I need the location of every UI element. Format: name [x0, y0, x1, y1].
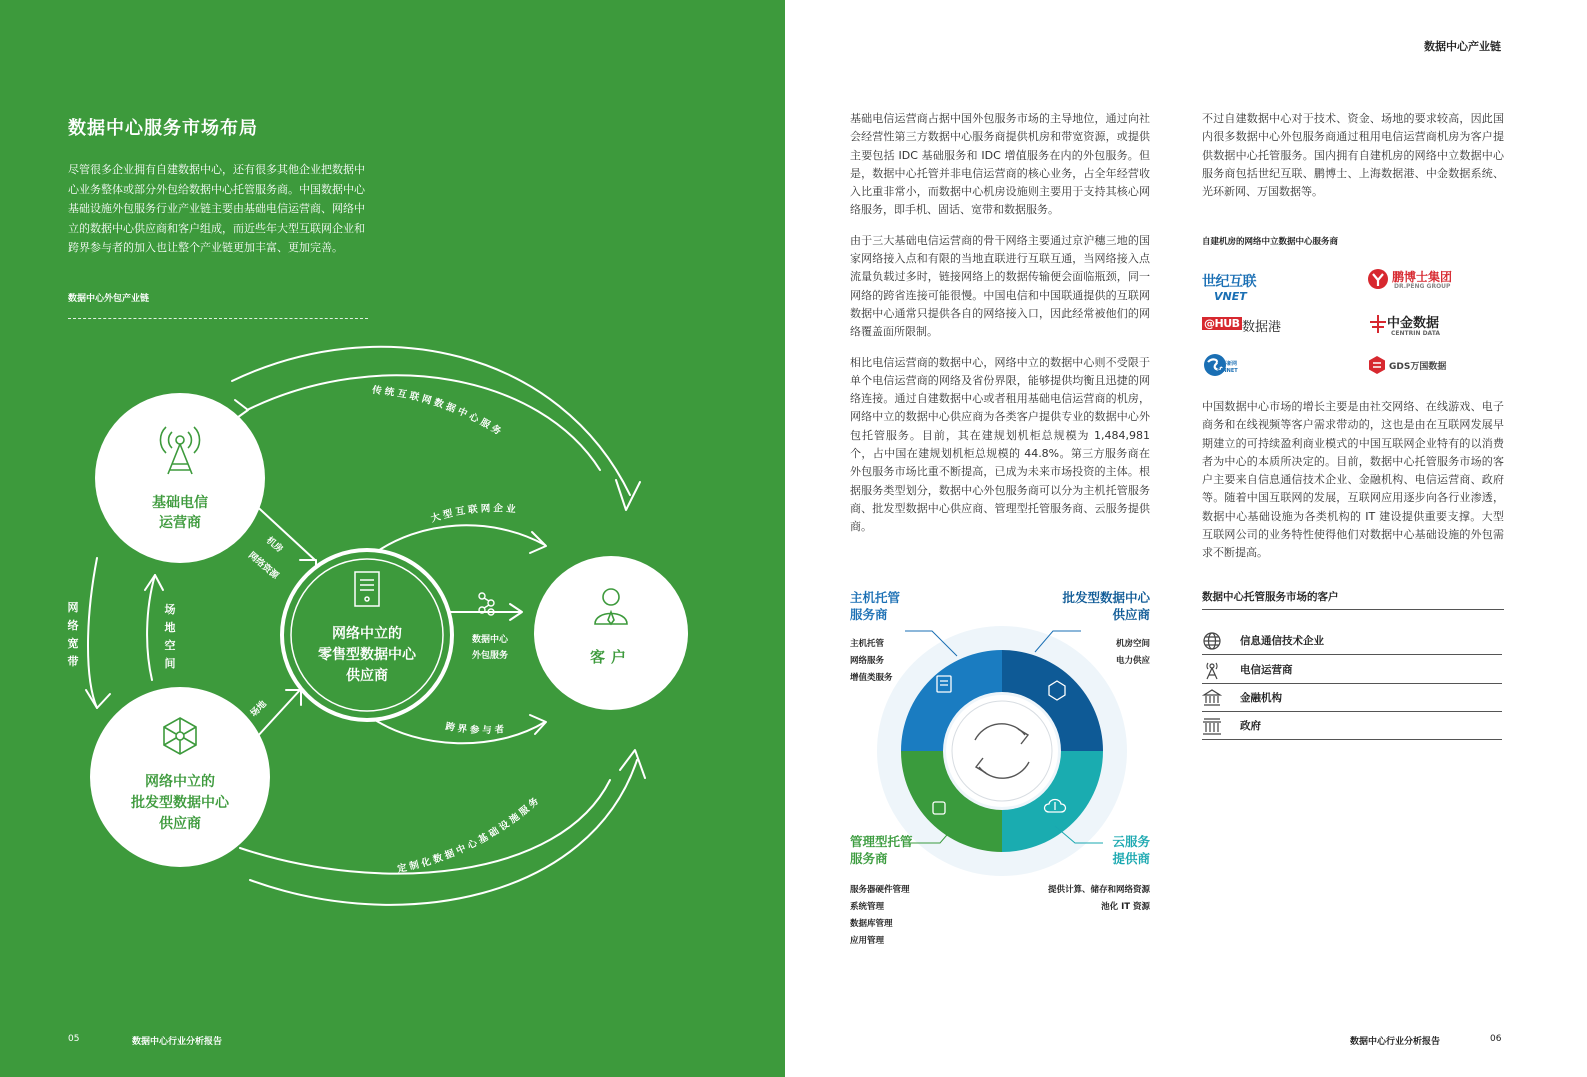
retail-label-3: 供应商	[346, 668, 388, 684]
right-page	[785, 0, 1587, 1077]
arc-cross-label: 跨界参与者	[444, 721, 508, 737]
conn-telecom-retail	[250, 500, 315, 560]
section-title: 数据中心服务市场布局	[68, 118, 258, 139]
drpeng-mark-icon	[1367, 268, 1389, 290]
paragraph: 由于三大基础电信运营商的骨干网络主要通过京沪穗三地的国家网络接入点和有限的当地直联进行互联互通，当网络接入点流量负载过多时，链接网络上的数据传输便会面临瓶颈，同一网络的跨省连接可能很慢。中国电信和中国联通提供的互联网数据中心通常只提供各自的网络接入口，因此经常被他们的网络覆盖面所限制。	[850, 233, 1150, 339]
arrowhead-left	[86, 690, 110, 708]
left-page	[0, 0, 785, 1077]
quadrant-cloud-title: 云服务 提供商	[1112, 834, 1150, 866]
arc-internet	[372, 525, 545, 555]
bank-icon	[1202, 688, 1222, 708]
arc-top-outer	[232, 347, 630, 495]
arc-left-inner	[147, 575, 155, 680]
outsource-label-2: 外包服务	[471, 651, 509, 661]
customer-row	[1202, 656, 1502, 684]
site-space-char-2: 地	[164, 621, 176, 634]
quadrant-wholesale-items: 机房空间 电力供应	[1115, 639, 1150, 666]
gds-mark-icon	[1367, 355, 1387, 375]
left-footer-title: 数据中心行业分析报告	[132, 1037, 223, 1047]
sinnet-logo: 光环新网 SINNET	[1202, 352, 1262, 378]
globe-icon	[1202, 631, 1222, 651]
customer-label: 客户	[589, 648, 633, 666]
paragraph: 不过自建数据中心对于技术、资金、场地的要求较高，因此国内很多数据中心外包服务商通过租用电信运营商机房为客户提供数据中心托管服务。国内拥有自建机房的网络中立数据中心服务商包括世纪互联、鹏博士、上海数据港、中金数据系统、光环新网、万国数据等。	[1202, 112, 1504, 199]
drpeng-logo: 鹏博士集团 DR.PENG GROUP	[1367, 268, 1487, 294]
bandwidth-char-4: 带	[67, 655, 79, 668]
logos-label: 自建机房的网络中立数据中心服务商	[1202, 237, 1339, 247]
paragraph: 中国数据中心市场的增长主要是由社交网络、在线游戏、电子商务和在线视频等客户需求带动的，这也是由在互联网发展早期建立的可持续盈利商业模式的中国互联网企业特有的以消费者为中心的本质所决定的。目前，数据中心托管服务市场的客户主要来自信息通信技术企业、金融机构、电信运营商、政府等。随着中国互联网的发展，互联网应用逐步向各行业渗透，数据中心基础设施为各类机构的 IT 建设提供重要支撑。大型互联网公司的业务特性使得他们对数据中心基础设施的外包需求不断提高。	[1202, 400, 1504, 560]
telecom-label-2: 运营商	[159, 515, 201, 531]
quadrant-managed-title: 管理型托管 服务商	[850, 834, 913, 866]
arc-bottom-label: 定制化数据中心基础设施服务	[396, 793, 544, 876]
customer-label: 信息通信技术企业	[1240, 635, 1324, 647]
wholesale-label-1: 网络中立的	[145, 774, 215, 790]
arrowhead-top	[616, 480, 640, 510]
machine-room-label: 机房	[264, 535, 285, 555]
retail-label-1: 网络中立的	[332, 626, 402, 642]
arc-left-outer	[88, 558, 97, 708]
node-telecom	[95, 393, 265, 563]
site-label: 场地	[249, 699, 269, 720]
quadrant-managed-items: 服务器硬件管理 系统管理 数据库管理 应用管理	[850, 885, 910, 946]
running-header: 数据中心产业链	[1424, 40, 1501, 53]
site-space-char-4: 间	[164, 657, 176, 670]
vnet-logo: 世纪互联 VNET	[1202, 274, 1256, 303]
customer-row	[1202, 712, 1502, 740]
body-column-2-lower	[1202, 398, 1504, 575]
customer-label: 政府	[1240, 720, 1261, 732]
quadrant-wholesale-title: 批发型数据中心 供应商	[1062, 590, 1150, 622]
intro-paragraph: 尽管很多企业拥有自建数据中心，还有很多其他企业把数据中心业务整体或部分外包给数据中心托管服务商。中国数据中心基础设施外包服务行业产业链主要由基础电信运营商、网络中立的数据中心供应商和客户组成，而近些年大型互联网企业和跨界参与者的加入也让整个产业链更加丰富、更加完善。	[68, 163, 365, 254]
body-column-1	[850, 110, 1150, 549]
wholesale-label-2: 批发型数据中心	[131, 795, 229, 811]
gds-logo: GDS万国数据	[1367, 355, 1457, 375]
node-customer	[534, 556, 688, 710]
bandwidth-char-3: 宽	[67, 637, 79, 650]
bandwidth-char-2: 络	[67, 619, 79, 632]
centrin-mark-icon	[1367, 313, 1389, 335]
site-space-char-3: 空	[164, 639, 176, 652]
arc-top-label: 传统互联网数据中心服务	[371, 384, 506, 440]
wholesale-label-3: 供应商	[159, 816, 201, 832]
paragraph: 相比电信运营商的数据中心，网络中立的数据中心则不受限于单个电信运营商的网络及省份界限，能够提供均衡且迅捷的网络连接。通过自建数据中心或者租用基础电信运营商的机房，网络中立的数据中心供应商为各类客户提供专业的数据中心外包托管服务。目前，其在建规划机柜总规模为 1,484,981 个，占中国在建规划机柜总规模的 44.8%。第三方服务商在外包服务市场比重不断提高，已成为未来市场投资的主体。根据服务类型划分，数据中心外包服务商可以分为主机托管服务商、批发型数据中心供应商、管理型托管服务商、云服务提供商。	[850, 355, 1150, 534]
antenna-icon	[1202, 660, 1222, 680]
customer-label: 金融机构	[1240, 692, 1282, 704]
arc-top-inner	[247, 375, 600, 470]
customer-row	[1202, 627, 1502, 655]
dashed-divider	[68, 318, 368, 319]
industry-chain-diagram	[0, 330, 785, 930]
arc-internet-label: 大型互联网企业	[429, 503, 520, 525]
arrowhead-cross	[530, 715, 546, 734]
customer-row	[1202, 684, 1502, 712]
body-column-2	[1202, 110, 1504, 213]
athub-logo: @HUB 数据港	[1204, 317, 1282, 335]
outsource-label-1: 数据中心	[471, 635, 509, 645]
quadrant-cloud-items: 提供计算、储存和网络资源 池化 IT 资源	[1047, 885, 1150, 912]
chain-label: 数据中心外包产业链	[68, 294, 150, 304]
quadrant-colocation-title: 主机托管 服务商	[850, 590, 901, 622]
bandwidth-char-1: 网	[67, 601, 79, 614]
centrin-logo: 中金数据 CENTRIN DATA	[1367, 311, 1477, 339]
customers-heading: 数据中心托管服务市场的客户	[1202, 591, 1339, 603]
right-footer-title: 数据中心行业分析报告	[1350, 1037, 1441, 1047]
paragraph: 基础电信运营商占据中国外包服务市场的主导地位，通过向社会经营性第三方数据中心服务商提供机房和带宽资源，或提供主要包括 IDC 基础服务和 IDC 增值服务在内的外包服务。但是，数据中心托管并非电信运营商的核心业务，占全年经营收入比重非常小，而数据中心机房设施则主要用于支持其核心网络服务，即手机、固话、宽带和数据服务。	[850, 112, 1150, 217]
site-space-char-1: 场	[164, 603, 176, 616]
left-page-number: 05	[68, 1034, 80, 1044]
customer-label: 电信运营商	[1240, 664, 1293, 676]
quadrant-colocation-items: 主机托管 网络服务 增值类服务	[850, 639, 893, 683]
retail-label-2: 零售型数据中心	[318, 647, 416, 663]
telecom-label-1: 基础电信	[152, 495, 208, 511]
customers-top-rule	[1202, 609, 1504, 610]
right-page-number: 06	[1490, 1034, 1502, 1044]
government-icon	[1202, 716, 1222, 736]
network-resource-label: 网络资源	[246, 550, 281, 582]
arc-bottom-outer	[250, 760, 637, 905]
